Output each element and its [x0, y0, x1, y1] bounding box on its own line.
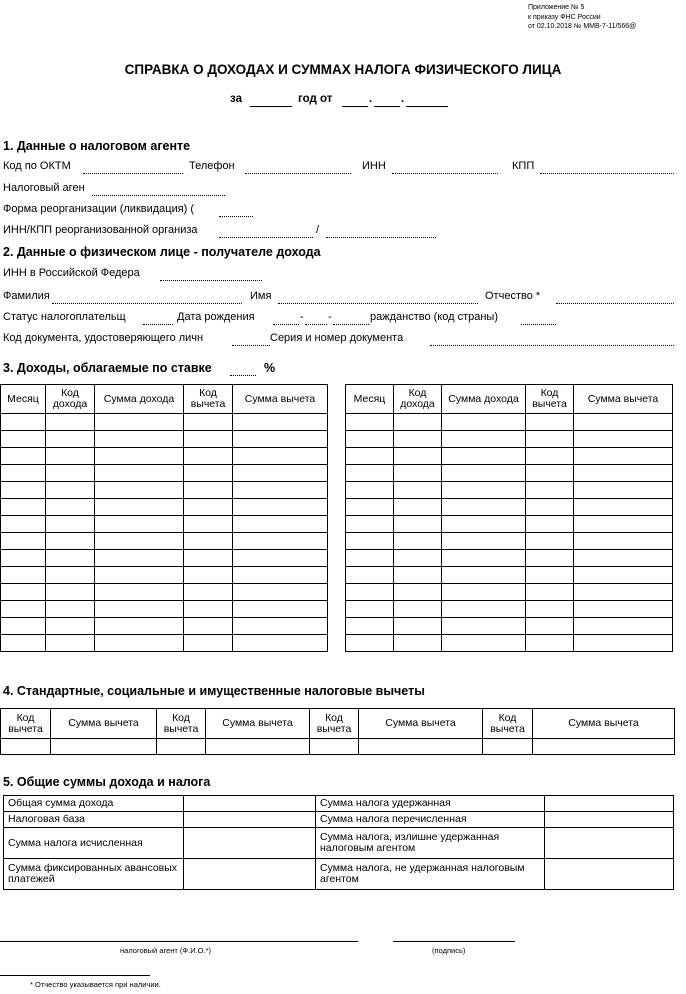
citizenship-field[interactable]	[521, 324, 556, 325]
income-cell[interactable]	[1, 516, 46, 533]
income-cell[interactable]	[346, 550, 394, 567]
income-cell[interactable]	[46, 618, 95, 635]
income-cell[interactable]	[574, 567, 673, 584]
tax-base-value[interactable]	[184, 812, 316, 828]
income-cell[interactable]	[442, 635, 526, 652]
birth-label: Дата рождения	[177, 311, 255, 323]
page-title: СПРАВКА О ДОХОДАХ И СУММАХ НАЛОГА ФИЗИЧЕСКОГО ЛИЦА	[124, 62, 562, 77]
tax-overwithheld-value[interactable]	[545, 828, 674, 859]
header-income-sum: Сумма дохода	[442, 385, 526, 414]
reorg-inn-label: ИНН/КПП реорганизованной организа	[3, 224, 198, 236]
doc-series-label: Серия и номер документа	[270, 332, 404, 344]
total-income-value[interactable]	[184, 796, 316, 812]
inn-rf-label: ИНН в Российской Федера	[3, 267, 140, 279]
income-cell[interactable]	[442, 618, 526, 635]
header-deduction-code: Код вычета	[310, 709, 359, 739]
section-5-title: 5. Общие суммы дохода и налога	[3, 775, 211, 789]
appendix-note	[528, 3, 636, 32]
income-cell[interactable]	[346, 482, 394, 499]
income-cell[interactable]	[184, 601, 233, 618]
surname-label: Фамилия	[3, 290, 50, 302]
income-cell[interactable]	[394, 584, 442, 601]
status-field[interactable]	[143, 324, 173, 325]
income-row	[346, 533, 673, 550]
header-deduction-sum: Сумма вычета	[233, 385, 328, 414]
inn-label: ИНН	[362, 160, 386, 172]
income-row	[346, 618, 673, 635]
header-income-code: Код дохода	[46, 385, 95, 414]
header-deduction-code: Код вычета	[184, 385, 233, 414]
income-cell[interactable]	[574, 431, 673, 448]
header-deduction-code: Код вычета	[157, 709, 206, 739]
income-cell[interactable]	[526, 533, 574, 550]
birth-month-field[interactable]	[305, 324, 327, 325]
income-cell[interactable]	[574, 465, 673, 482]
income-cell[interactable]	[574, 516, 673, 533]
income-cell[interactable]	[233, 550, 328, 567]
income-row	[1, 448, 328, 465]
header-deduction-code: Код вычета	[483, 709, 533, 739]
income-cell[interactable]	[46, 414, 95, 431]
deduction-cell[interactable]	[310, 739, 359, 755]
income-row	[346, 635, 673, 652]
income-cell[interactable]	[574, 482, 673, 499]
income-cell[interactable]	[394, 550, 442, 567]
income-cell[interactable]	[442, 499, 526, 516]
income-cell[interactable]	[184, 516, 233, 533]
date-sep: .	[369, 93, 373, 105]
income-cell[interactable]	[526, 584, 574, 601]
income-row	[346, 567, 673, 584]
income-row	[1, 584, 328, 601]
deduction-cell[interactable]	[533, 739, 675, 755]
income-cell[interactable]	[95, 465, 184, 482]
date-month-field[interactable]	[374, 106, 400, 107]
income-cell[interactable]	[574, 584, 673, 601]
income-row	[1, 635, 328, 652]
income-cell[interactable]	[442, 567, 526, 584]
income-row	[1, 431, 328, 448]
doc-code-field[interactable]	[232, 345, 270, 346]
income-cell[interactable]	[1, 465, 46, 482]
income-cell[interactable]	[346, 414, 394, 431]
income-cell[interactable]	[526, 499, 574, 516]
income-cell[interactable]	[346, 635, 394, 652]
income-cell[interactable]	[526, 482, 574, 499]
date-sep: .	[401, 93, 405, 105]
tax-transferred-value[interactable]	[545, 812, 674, 828]
header-deduction-code: Код вычета	[526, 385, 574, 414]
income-cell[interactable]	[233, 499, 328, 516]
kpp-field[interactable]	[540, 173, 674, 174]
income-cell[interactable]	[574, 533, 673, 550]
income-cell[interactable]	[346, 431, 394, 448]
header-month: Месяц	[346, 385, 394, 414]
income-cell[interactable]	[46, 584, 95, 601]
income-cell[interactable]	[46, 431, 95, 448]
income-cell[interactable]	[1, 533, 46, 550]
income-cell[interactable]	[184, 431, 233, 448]
income-cell[interactable]	[184, 448, 233, 465]
income-table-left	[0, 384, 328, 652]
income-cell[interactable]	[394, 465, 442, 482]
total-income-label: Общая сумма дохода	[4, 796, 184, 812]
income-cell[interactable]	[46, 482, 95, 499]
tax-not-withheld-value[interactable]	[545, 859, 674, 890]
deduction-cell[interactable]	[1, 739, 51, 755]
income-cell[interactable]	[1, 584, 46, 601]
appendix-line: к приказу ФНС России	[528, 13, 601, 21]
income-cell[interactable]	[346, 601, 394, 618]
birth-sep: -	[328, 311, 332, 323]
income-cell[interactable]	[95, 635, 184, 652]
income-row	[1, 618, 328, 635]
oktmo-field[interactable]	[83, 173, 183, 174]
income-cell[interactable]	[233, 431, 328, 448]
date-year-field[interactable]	[406, 106, 448, 107]
income-cell[interactable]	[442, 550, 526, 567]
year-field[interactable]	[250, 106, 292, 107]
surname-field[interactable]	[52, 303, 242, 304]
tax-not-withheld-label: Сумма налога, не удержанная налоговым агентом	[316, 859, 545, 890]
income-cell[interactable]	[394, 431, 442, 448]
income-row	[346, 448, 673, 465]
income-row	[346, 550, 673, 567]
income-cell[interactable]	[184, 618, 233, 635]
tax-withheld-value[interactable]	[545, 796, 674, 812]
phone-label: Телефон	[189, 160, 235, 172]
tax-calculated-label: Сумма налога исчисленная	[4, 828, 184, 859]
section-3-title: 3. Доходы, облагаемые по ставке	[3, 361, 212, 375]
subtitle-za: за	[230, 93, 242, 105]
income-cell[interactable]	[1, 448, 46, 465]
income-cell[interactable]	[346, 618, 394, 635]
income-row	[1, 499, 328, 516]
header-deduction-sum: Сумма вычета	[359, 709, 483, 739]
income-cell[interactable]	[574, 448, 673, 465]
section-2-title: 2. Данные о физическом лице - получателе дохода	[3, 245, 321, 259]
income-cell[interactable]	[346, 499, 394, 516]
income-cell[interactable]	[394, 482, 442, 499]
reorg-inn-field[interactable]	[219, 237, 313, 238]
deduction-cell[interactable]	[51, 739, 157, 755]
income-cell[interactable]	[526, 448, 574, 465]
income-cell[interactable]	[184, 567, 233, 584]
income-cell[interactable]	[442, 516, 526, 533]
income-cell[interactable]	[184, 635, 233, 652]
income-cell[interactable]	[394, 516, 442, 533]
income-cell[interactable]	[442, 482, 526, 499]
income-cell[interactable]	[442, 431, 526, 448]
income-cell[interactable]	[526, 550, 574, 567]
income-table-right	[345, 384, 673, 652]
footnote: * Отчество указывается при наличии.	[30, 980, 161, 989]
deduction-cell[interactable]	[483, 739, 533, 755]
doc-code-label: Код документа, удостоверяющего личн	[3, 332, 204, 344]
name-field[interactable]	[278, 303, 478, 304]
header-income-sum: Сумма дохода	[95, 385, 184, 414]
tax-overwithheld-label: Сумма налога, излишне удержанная налоговым агентом	[316, 828, 545, 859]
section-4-title: 4. Стандартные, социальные и имущественные налоговые вычеты	[3, 684, 425, 698]
income-cell[interactable]	[574, 499, 673, 516]
signature-line[interactable]	[393, 941, 515, 942]
inn-rf-field[interactable]	[160, 280, 262, 281]
income-row	[1, 550, 328, 567]
fixed-advance-label: Сумма фиксированных авансовых платежей	[4, 859, 184, 890]
income-cell[interactable]	[233, 618, 328, 635]
income-cell[interactable]	[233, 516, 328, 533]
income-cell[interactable]	[233, 448, 328, 465]
income-row	[1, 414, 328, 431]
income-cell[interactable]	[46, 550, 95, 567]
agent-field[interactable]	[92, 195, 225, 196]
income-row	[346, 499, 673, 516]
income-cell[interactable]	[46, 601, 95, 618]
income-cell[interactable]	[526, 431, 574, 448]
income-cell[interactable]	[1, 618, 46, 635]
patronymic-label: Отчество *	[485, 290, 541, 302]
deduction-cell[interactable]	[359, 739, 483, 755]
income-cell[interactable]	[1, 567, 46, 584]
birth-year-field[interactable]	[333, 324, 369, 325]
income-row	[346, 516, 673, 533]
income-row	[1, 567, 328, 584]
income-row	[1, 601, 328, 618]
income-cell[interactable]	[574, 550, 673, 567]
income-cell[interactable]	[442, 414, 526, 431]
rate-pct: %	[264, 361, 276, 375]
agent-label: Налоговый аген	[3, 182, 85, 194]
birth-day-field[interactable]	[273, 324, 299, 325]
income-cell[interactable]	[526, 618, 574, 635]
income-cell[interactable]	[442, 601, 526, 618]
income-cell[interactable]	[442, 584, 526, 601]
income-row	[1, 465, 328, 482]
income-cell[interactable]	[526, 601, 574, 618]
income-cell[interactable]	[95, 601, 184, 618]
income-cell[interactable]	[184, 499, 233, 516]
income-cell[interactable]	[394, 635, 442, 652]
signature-label: (подпись)	[432, 946, 466, 955]
income-cell[interactable]	[46, 465, 95, 482]
income-cell[interactable]	[95, 414, 184, 431]
income-cell[interactable]	[46, 516, 95, 533]
tax-base-label: Налоговая база	[4, 812, 184, 828]
birth-sep: -	[300, 311, 304, 323]
income-cell[interactable]	[233, 635, 328, 652]
doc-series-field[interactable]	[430, 345, 674, 346]
header-month: Месяц	[1, 385, 46, 414]
income-cell[interactable]	[394, 448, 442, 465]
income-row	[346, 482, 673, 499]
income-cell[interactable]	[95, 618, 184, 635]
reorg-slash: /	[316, 224, 320, 236]
header-deduction-sum: Сумма вычета	[574, 385, 673, 414]
agent-name-label: налоговый агент (Ф.И.О.*)	[120, 946, 211, 955]
income-cell[interactable]	[1, 414, 46, 431]
reorg-kpp-field[interactable]	[326, 237, 436, 238]
citizenship-label: ражданство (код страны)	[370, 311, 499, 323]
income-row	[1, 482, 328, 499]
subtitle-year: год от	[298, 93, 333, 105]
income-cell[interactable]	[233, 567, 328, 584]
status-label: Статус налогоплательщ	[3, 311, 126, 323]
tax-transferred-label: Сумма налога перечисленная	[316, 812, 545, 828]
phone-field[interactable]	[245, 173, 351, 174]
income-cell[interactable]	[95, 550, 184, 567]
income-cell[interactable]	[526, 635, 574, 652]
income-row	[346, 414, 673, 431]
income-cell[interactable]	[1, 601, 46, 618]
income-cell[interactable]	[233, 414, 328, 431]
income-cell[interactable]	[394, 414, 442, 431]
income-cell[interactable]	[95, 584, 184, 601]
income-cell[interactable]	[184, 414, 233, 431]
income-cell[interactable]	[95, 533, 184, 550]
income-cell[interactable]	[1, 482, 46, 499]
oktmo-label: Код по ОКТМ	[3, 160, 71, 172]
income-cell[interactable]	[46, 635, 95, 652]
income-cell[interactable]	[1, 635, 46, 652]
income-cell[interactable]	[346, 448, 394, 465]
kpp-label: КПП	[512, 160, 535, 172]
income-cell[interactable]	[95, 431, 184, 448]
income-cell[interactable]	[46, 499, 95, 516]
income-cell[interactable]	[574, 635, 673, 652]
income-cell[interactable]	[574, 618, 673, 635]
income-cell[interactable]	[442, 448, 526, 465]
income-cell[interactable]	[46, 448, 95, 465]
income-cell[interactable]	[95, 567, 184, 584]
income-cell[interactable]	[394, 567, 442, 584]
income-cell[interactable]	[233, 482, 328, 499]
rate-field[interactable]	[230, 375, 256, 376]
income-cell[interactable]	[526, 516, 574, 533]
income-cell[interactable]	[394, 601, 442, 618]
income-cell[interactable]	[346, 533, 394, 550]
income-cell[interactable]	[184, 584, 233, 601]
income-cell[interactable]	[184, 533, 233, 550]
income-cell[interactable]	[346, 516, 394, 533]
income-cell[interactable]	[95, 448, 184, 465]
income-cell[interactable]	[1, 499, 46, 516]
income-cell[interactable]	[46, 533, 95, 550]
income-cell[interactable]	[233, 465, 328, 482]
income-cell[interactable]	[95, 499, 184, 516]
income-cell[interactable]	[233, 533, 328, 550]
income-row	[346, 465, 673, 482]
header-income-code: Код дохода	[394, 385, 442, 414]
deductions-table	[0, 708, 675, 755]
income-cell[interactable]	[233, 584, 328, 601]
income-row	[1, 516, 328, 533]
reorg-form-field[interactable]	[219, 216, 253, 217]
income-cell[interactable]	[394, 533, 442, 550]
fixed-advance-value[interactable]	[184, 859, 316, 890]
deduction-cell[interactable]	[206, 739, 310, 755]
income-cell[interactable]	[442, 533, 526, 550]
header-deduction-sum: Сумма вычета	[51, 709, 157, 739]
income-cell[interactable]	[574, 601, 673, 618]
deduction-cell[interactable]	[157, 739, 206, 755]
income-cell[interactable]	[184, 482, 233, 499]
income-cell[interactable]	[394, 618, 442, 635]
agent-name-line[interactable]	[0, 941, 358, 942]
income-cell[interactable]	[1, 550, 46, 567]
reorg-form-label: Форма реорганизации (ликвидация) (	[3, 203, 195, 215]
header-deduction-sum: Сумма вычета	[533, 709, 675, 739]
income-cell[interactable]	[95, 482, 184, 499]
income-cell[interactable]	[346, 584, 394, 601]
income-cell[interactable]	[1, 431, 46, 448]
income-cell[interactable]	[346, 567, 394, 584]
income-cell[interactable]	[394, 499, 442, 516]
totals-table	[3, 795, 674, 890]
header-deduction-sum: Сумма вычета	[206, 709, 310, 739]
tax-withheld-label: Сумма налога удержанная	[316, 796, 545, 812]
income-cell[interactable]	[46, 567, 95, 584]
income-row	[1, 533, 328, 550]
section-1-title: 1. Данные о налоговом агенте	[3, 139, 191, 153]
income-cell[interactable]	[526, 465, 574, 482]
appendix-line: Приложение № 5	[528, 4, 585, 11]
income-cell[interactable]	[442, 465, 526, 482]
patronymic-field[interactable]	[556, 303, 674, 304]
income-cell[interactable]	[95, 516, 184, 533]
name-label: Имя	[250, 290, 272, 302]
appendix-line: от 02.10.2018 № ММВ-7-11/566@	[528, 23, 637, 30]
inn-field[interactable]	[392, 173, 498, 174]
income-cell[interactable]	[574, 414, 673, 431]
income-cell[interactable]	[184, 465, 233, 482]
income-cell[interactable]	[526, 414, 574, 431]
tax-calculated-value[interactable]	[184, 828, 316, 859]
footnote-rule	[0, 975, 150, 976]
date-day-field[interactable]	[342, 106, 368, 107]
income-row	[346, 431, 673, 448]
income-cell[interactable]	[526, 567, 574, 584]
income-cell[interactable]	[346, 465, 394, 482]
income-cell[interactable]	[233, 601, 328, 618]
income-row	[346, 601, 673, 618]
income-row	[346, 584, 673, 601]
header-deduction-code: Код вычета	[1, 709, 51, 739]
income-cell[interactable]	[184, 550, 233, 567]
